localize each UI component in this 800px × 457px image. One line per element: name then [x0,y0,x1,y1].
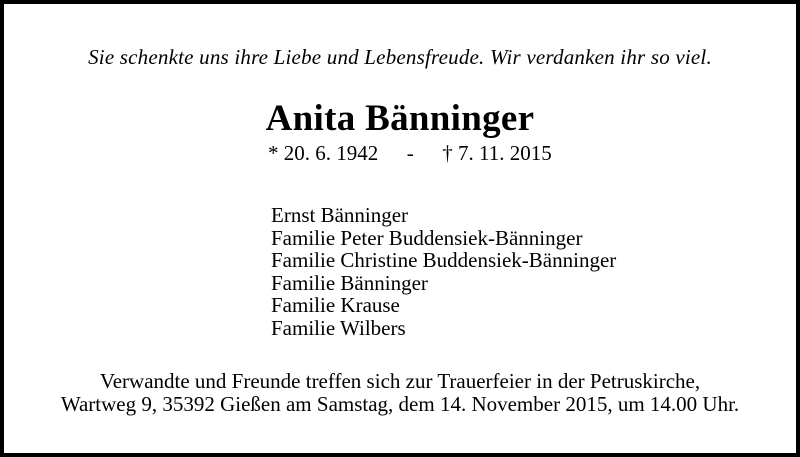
funeral-service-info [4,370,796,415]
service-line-2: Wartweg 9, 35392 Gießen am Samstag, dem 14. November 2015, um 14.00 Uhr. [60,391,740,416]
mourner-item: Familie Peter Buddensiek-Bänninger [271,225,583,250]
death-date: † 7. 11. 2015 [442,141,552,165]
motto-text: Sie schenkte uns ihre Liebe und Lebensfreude. Wir verdanken ihr so viel. [88,45,712,69]
service-line-1: Verwandte und Freunde treffen sich zur Trauerfeier in der Petruskirche, [99,369,701,393]
date-separator: - [406,141,414,165]
mourner-item: Familie Krause [271,293,400,317]
life-dates [268,140,552,166]
deceased-name: Anita Bänninger [265,98,535,139]
mourner-item: Familie Bänninger [271,270,428,295]
mourner-item: Ernst Bänninger [271,203,409,227]
mourner-item: Familie Christine Buddensiek-Bänninger [271,248,617,272]
birth-date: * 20. 6. 1942 [268,141,379,165]
mourner-item: Familie Wilbers [271,315,406,340]
mourners-list [271,204,616,339]
